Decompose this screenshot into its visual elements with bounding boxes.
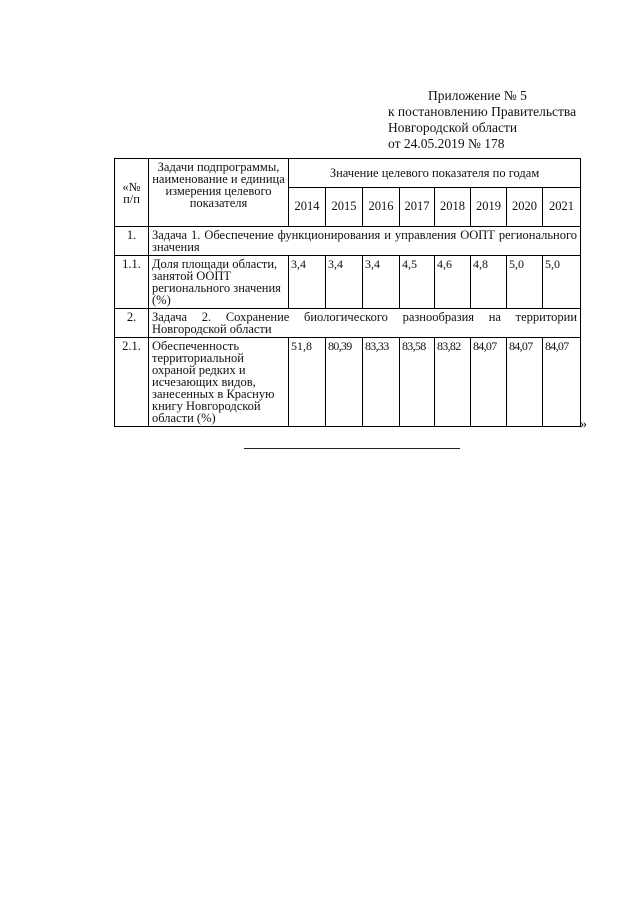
closing-quote: » bbox=[580, 417, 587, 432]
value-cell: 3,4 bbox=[289, 256, 326, 309]
indicator-name: Обеспеченность территориальной охраной редких и исчезающих видов, занесенных в Красную книгу Новгородской области (%) bbox=[149, 338, 289, 427]
year-cell: 2016 bbox=[363, 188, 400, 227]
indicator-name: Доля площади области, занятой ООПТ регионального значения (%) bbox=[149, 256, 289, 309]
row-number: 1.1. bbox=[115, 256, 149, 309]
horizontal-rule bbox=[244, 448, 460, 449]
task-text: Задача 1. Обеспечение функционирования и управления ООПТ регионального значения bbox=[149, 227, 581, 256]
value-cell: 5,0 bbox=[543, 256, 581, 309]
indicator-row bbox=[115, 338, 581, 427]
year-cell: 2015 bbox=[326, 188, 363, 227]
task-row bbox=[115, 309, 581, 338]
value-cell: 4,6 bbox=[435, 256, 471, 309]
row-number: 2. bbox=[115, 309, 149, 338]
indicators-table bbox=[114, 158, 581, 427]
value-cell: 80,39 bbox=[326, 338, 363, 427]
header-task: Задачи подпрограммы, наименование и единица измерения целевого показателя bbox=[149, 159, 289, 227]
value-cell: 83,33 bbox=[363, 338, 400, 427]
value-cell: 83,58 bbox=[400, 338, 435, 427]
year-cell: 2021 bbox=[543, 188, 581, 227]
row-number: 2.1. bbox=[115, 338, 149, 427]
row-number: 1. bbox=[115, 227, 149, 256]
value-cell: 51,8 bbox=[289, 338, 326, 427]
appendix-date-number: от 24.05.2019 № 178 bbox=[388, 136, 505, 151]
year-cell: 2019 bbox=[471, 188, 507, 227]
task-text: Задача 2. Сохранение биологического разнообразия на территории Новгородской области bbox=[149, 309, 581, 338]
year-cell: 2020 bbox=[507, 188, 543, 227]
appendix-number: Приложение № 5 bbox=[428, 88, 527, 103]
appendix-reference: к постановлению Правительства bbox=[388, 104, 577, 119]
header-row bbox=[115, 159, 581, 188]
value-cell: 83,82 bbox=[435, 338, 471, 427]
value-cell: 84,07 bbox=[543, 338, 581, 427]
year-cell: 2017 bbox=[400, 188, 435, 227]
value-cell: 4,8 bbox=[471, 256, 507, 309]
appendix-header bbox=[388, 88, 576, 152]
appendix-region: Новгородской области bbox=[388, 120, 518, 135]
value-cell: 84,07 bbox=[507, 338, 543, 427]
value-cell: 3,4 bbox=[326, 256, 363, 309]
value-cell: 3,4 bbox=[363, 256, 400, 309]
value-cell: 5,0 bbox=[507, 256, 543, 309]
value-cell: 84,07 bbox=[471, 338, 507, 427]
year-cell: 2018 bbox=[435, 188, 471, 227]
value-cell: 4,5 bbox=[400, 256, 435, 309]
header-number: «№ п/п bbox=[115, 159, 149, 227]
year-cell: 2014 bbox=[289, 188, 326, 227]
task-row bbox=[115, 227, 581, 256]
indicator-row bbox=[115, 256, 581, 309]
header-values: Значение целевого показателя по годам bbox=[289, 159, 581, 188]
